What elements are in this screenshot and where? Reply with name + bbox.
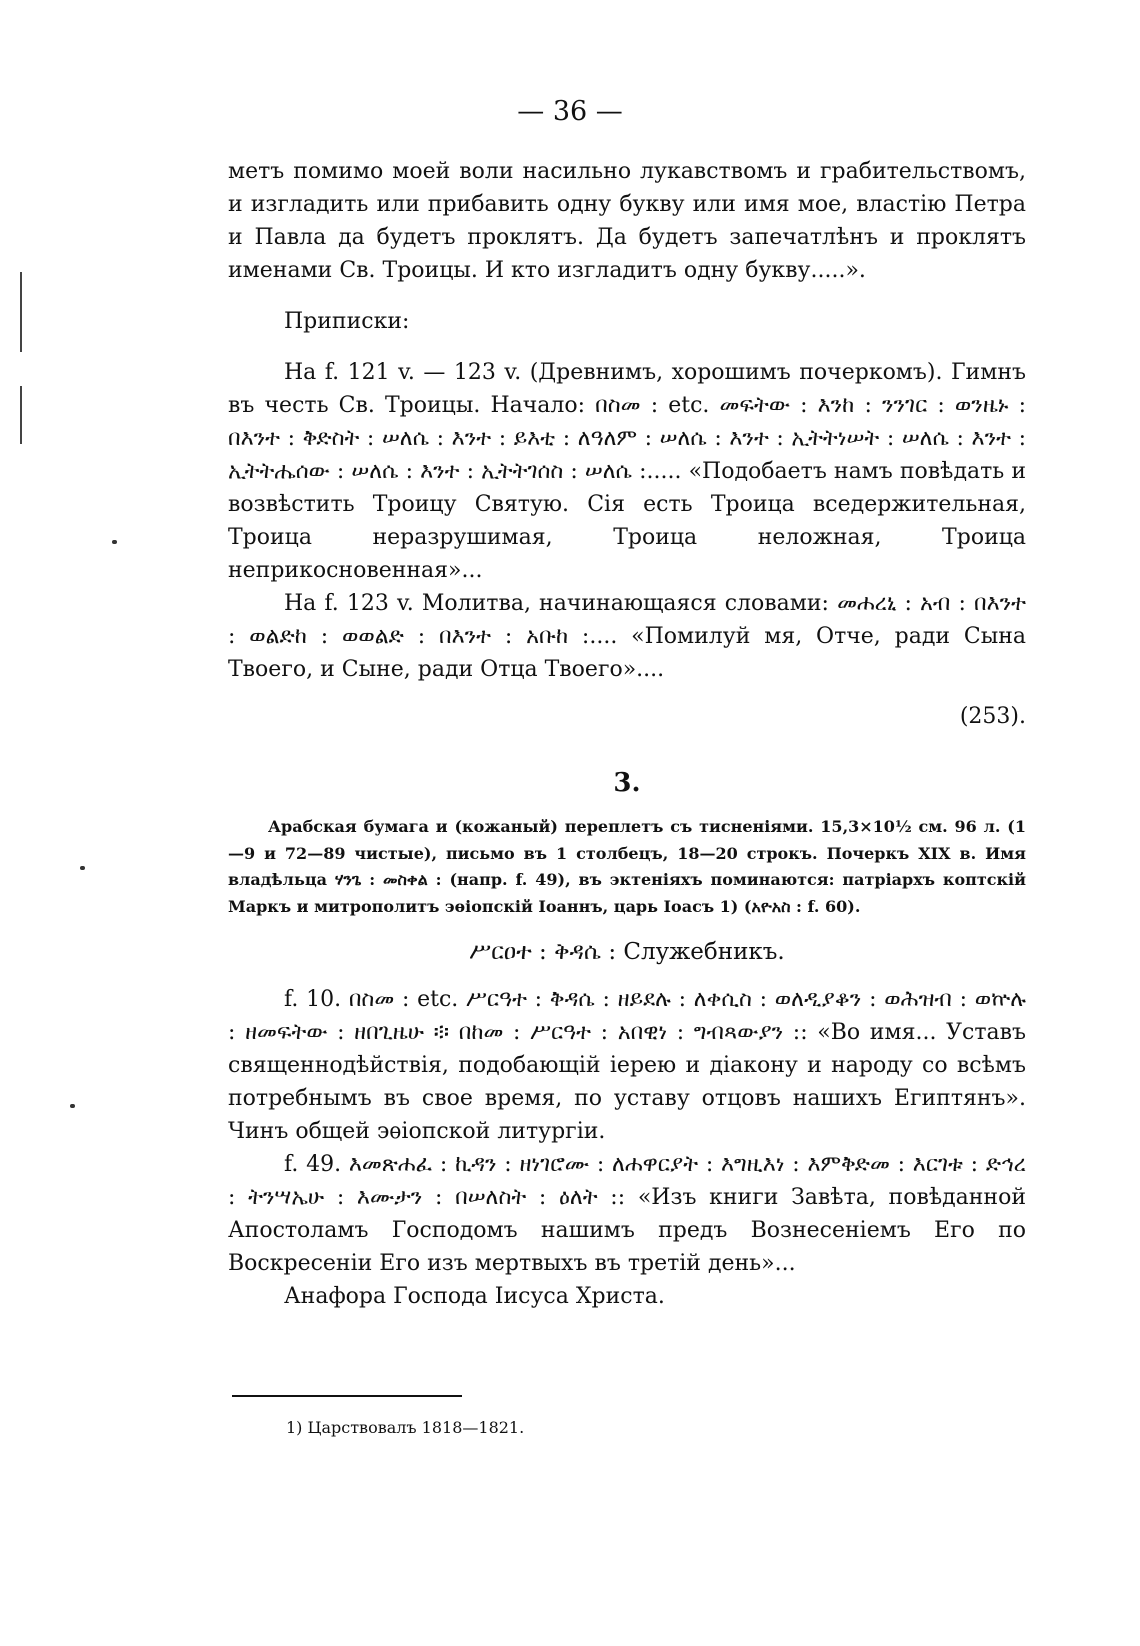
scan-speck [112, 540, 117, 544]
main-text [228, 155, 1026, 1313]
spacer [228, 800, 1026, 814]
spacer [228, 338, 1026, 356]
paragraph-2: На f. 121 v. — 123 v. (Древнимъ, хорошимъ почеркомъ). Гимнъ въ честь Св. Троицы. Начало: በስመ : etc. መፍትው : እንከ : ንንገር : ወንዜኑ : በእንተ : ቅድስት : ሠለሴ : እንተ : ይእቲ : ለዓለም : ሠለሴ : እንተ : ኢትትነሠት : ሠለሴ : እንተ : ኢትትሔሰው : ሠለሴ : እንተ : ኢትትገሰስ : ሠለሴ :..... «Подобаетъ намъ повѣдать и возвѣстить Троицу Святую. Сія есть Троица вседержительная, Троица неразрушимая, Троица неложная, Троица неприкосновенная»... [228, 360, 1026, 583]
anaphora-line: Анафора Господа Іисуса Христа. [284, 1284, 665, 1309]
manuscript-description: Арабская бумага и (кожаный) переплетъ съ тисненіями. 15,3×10½ см. 96 л. (1—9 и 72—89 чистые), письмо въ 1 столбецъ, 18—20 строкъ. Почеркъ XIX в. Имя владѣльца ሃንጌ : መስቀል : (напр. f. 49), въ эктеніяхъ поминаются: патріархъ коптскій Маркъ и митрополитъ эѳіопскій Іоаннъ, царь Іоасъ 1) (አዮአስ : f. 60). [228, 817, 1026, 916]
scan-speck [70, 1104, 75, 1108]
spacer [228, 969, 1026, 983]
margin-scan-mark [20, 386, 22, 444]
heading-pripiski: Приписки: [284, 309, 410, 334]
paragraph-1: метъ помимо моей воли насильно лукавствомъ и грабительствомъ, и изгладить или прибавить одну букву или имя мое, властію Петра и Павла да будетъ проклятъ. Да будетъ запечатлѣнъ и проклятъ именами Св. Троицы. И кто изгладитъ одну букву.....». [228, 159, 1026, 283]
paragraph-4: f. 10. በስመ : etc. ሥርዓተ : ቅዳሴ : ዘይደሉ : ለቀሲስ : ወለዲያቆን : ወሕዝብ : ወኵሉ : ዘመፍትው : ዘበጊዜሁ ፨ በከመ : ሥርዓተ : አበዊነ : ግብጻውያን :: «Во имя... Уставъ священнодѣйствія, подобающій іерею и діакону и народу со всѣмъ потребнымъ въ свое время, по уставу отцовъ нашихъ Египтянъ». Чинъ общей эѳіопской литургіи. [228, 987, 1026, 1144]
spacer [228, 733, 1026, 767]
paragraph-3: На f. 123 v. Молитва, начинающаяся словами: መሐረኒ : አብ : በእንተ : ወልድከ : ወወልድ : በእንተ : አቡከ :.... «Помилуй мя, Отче, ради Сына Твоего, и Сыне, ради Отца Твоего».... [228, 591, 1026, 682]
spacer [228, 287, 1026, 305]
spacer [228, 686, 1026, 700]
spacer [228, 920, 1026, 936]
page-number: — 36 — [517, 96, 623, 127]
margin-scan-mark [20, 272, 22, 352]
footnote: 1) Царствовалъ 1818—1821. [286, 1418, 525, 1437]
section-number: 3. [613, 768, 641, 798]
scan-speck [80, 866, 85, 870]
manuscript-title: ሥርዐተ : ቅዳሴ : Служебникъ. [469, 939, 785, 965]
footnote-rule [232, 1395, 462, 1397]
paragraph-5: f. 49. እመጽሐፈ : ኪዳን : ዘነገሮሙ : ለሐዋርያት : እግዚእነ : እምቅድመ : እርገቱ : ድኅረ : ትንሣኤሁ : እሙታን : በሠለስት : ዕለት :: «Изъ книги Завѣта, повѣданной Апостоламъ Господомъ нашимъ предъ Вознесеніемъ Его по Воскресеніи Его изъ мертвыхъ въ третій день»... [228, 1152, 1026, 1276]
catalog-number: (253). [959, 704, 1026, 729]
